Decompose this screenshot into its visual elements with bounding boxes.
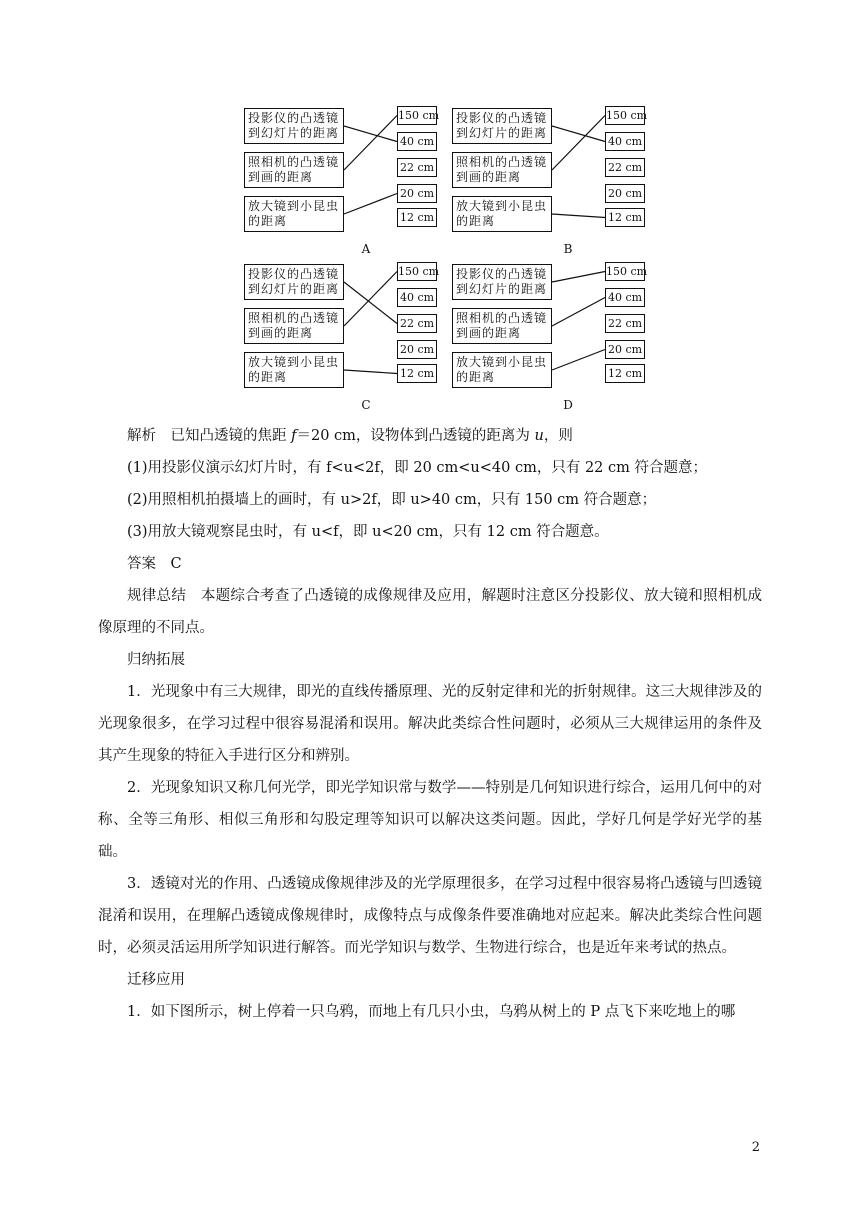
- analysis-item-3: (3)用放大镜观察昆虫时，有 u<f，即 u<20 cm，只有 12 cm 符合题意。: [127, 524, 609, 540]
- right-box-150: 150 cm: [605, 106, 645, 125]
- matching-diagram: [240, 102, 660, 420]
- answer-line: 答案 C: [127, 556, 182, 572]
- right-box-12: 12 cm: [397, 208, 437, 227]
- left-box-projector: 投影仪的凸透镜 到幻灯片的距离: [452, 264, 552, 300]
- right-box-40: 40 cm: [605, 288, 645, 307]
- analysis-item-2: (2)用照相机拍摄墙上的画时，有 u>2f，即 u>40 cm，只有 150 cm 符合题意；: [127, 492, 657, 508]
- right-box-150: 150 cm: [397, 262, 437, 281]
- point-2: 2．光现象知识又称几何光学，即光学知识常与数学——特别是几何知识进行综合，运用几何中的对称、全等三角形、相似三角形和勾股定理等知识可以解决这类问题。因此，学好几何是学好光学的基础。: [98, 780, 762, 860]
- analysis-heading: [98, 420, 762, 452]
- focal-symbol: f: [291, 428, 297, 444]
- right-box-40: 40 cm: [605, 132, 645, 151]
- option-a-panel: [240, 102, 450, 242]
- right-box-40: 40 cm: [397, 132, 437, 151]
- right-box-12: 12 cm: [397, 364, 437, 383]
- left-box-magnifier: 放大镜到小昆虫 的距离: [244, 196, 344, 232]
- right-box-150: 150 cm: [397, 106, 437, 125]
- right-box-20: 20 cm: [397, 184, 437, 203]
- analysis-head2: ＝20 cm，设物体到凸透镜的距离为: [296, 428, 535, 444]
- right-box-150: 150 cm: [605, 262, 645, 281]
- option-a-label: A: [361, 242, 371, 256]
- point-3: 3．透镜对光的作用、凸透镜成像规律涉及的光学原理很多，在学习过程中很容易将凸透镜与凹透镜混淆和误用，在理解凸透镜成像规律时，成像特点与成像条件要准确地对应起来。解决此类综合性问题时，必须灵活运用所学知识进行解答。而光学知识与数学、生物进行综合，也是近年来考试的热点。: [98, 876, 762, 956]
- option-b-label: B: [563, 242, 573, 256]
- right-box-40: 40 cm: [397, 288, 437, 307]
- option-c-panel: [240, 258, 450, 398]
- right-box-22: 22 cm: [397, 158, 437, 177]
- left-box-camera: 照相机的凸透镜 到画的距离: [452, 152, 552, 188]
- option-d-panel: [448, 258, 658, 398]
- right-box-12: 12 cm: [605, 364, 645, 383]
- right-box-20: 20 cm: [397, 340, 437, 359]
- left-box-projector: 投影仪的凸透镜 到幻灯片的距离: [244, 108, 344, 144]
- body-text: [98, 420, 762, 1028]
- page-number: 2: [751, 1140, 760, 1155]
- left-box-magnifier: 放大镜到小昆虫 的距离: [244, 352, 344, 388]
- right-box-22: 22 cm: [605, 314, 645, 333]
- option-d-label: D: [563, 398, 573, 412]
- left-box-camera: 照相机的凸透镜 到画的距离: [244, 152, 344, 188]
- right-box-22: 22 cm: [605, 158, 645, 177]
- left-box-magnifier: 放大镜到小昆虫 的距离: [452, 352, 552, 388]
- left-box-projector: 投影仪的凸透镜 到幻灯片的距离: [452, 108, 552, 144]
- point-1: 1．光现象中有三大规律，即光的直线传播原理、光的反射定律和光的折射规律。这三大规律涉及的光现象很多，在学习过程中很容易混淆和误用。解决此类综合性问题时，必须从三大规律运用的条件及其产生现象的特征入手进行区分和辨别。: [98, 684, 762, 764]
- option-b-panel: [448, 102, 658, 242]
- analysis-item-1: (1)用投影仪演示幻灯片时，有 f<u<2f，即 20 cm<u<40 cm，只有 22 cm 符合题意；: [127, 460, 707, 476]
- left-box-camera: 照相机的凸透镜 到画的距离: [452, 308, 552, 344]
- section-title: 归纳拓展: [127, 652, 185, 668]
- distance-symbol: u: [534, 428, 544, 444]
- option-c-label: C: [361, 398, 371, 412]
- right-box-12: 12 cm: [605, 208, 645, 227]
- left-box-camera: 照相机的凸透镜 到画的距离: [244, 308, 344, 344]
- apply-title: 迁移应用: [127, 972, 185, 988]
- left-box-projector: 投影仪的凸透镜 到幻灯片的距离: [244, 264, 344, 300]
- summary-paragraph: 规律总结 本题综合考查了凸透镜的成像规律及应用，解题时注意区分投影仪、放大镜和照相机成像原理的不同点。: [98, 588, 762, 636]
- question-1: 1．如下图所示，树上停着一只乌鸦，而地上有几只小虫，乌鸦从树上的 P 点飞下来吃地上的哪: [127, 1004, 736, 1020]
- right-box-22: 22 cm: [397, 314, 437, 333]
- left-box-magnifier: 放大镜到小昆虫 的距离: [452, 196, 552, 232]
- analysis-head3: ，则: [543, 428, 573, 444]
- right-box-20: 20 cm: [605, 184, 645, 203]
- right-box-20: 20 cm: [605, 340, 645, 359]
- analysis-head: 解析 已知凸透镜的焦距: [127, 428, 292, 444]
